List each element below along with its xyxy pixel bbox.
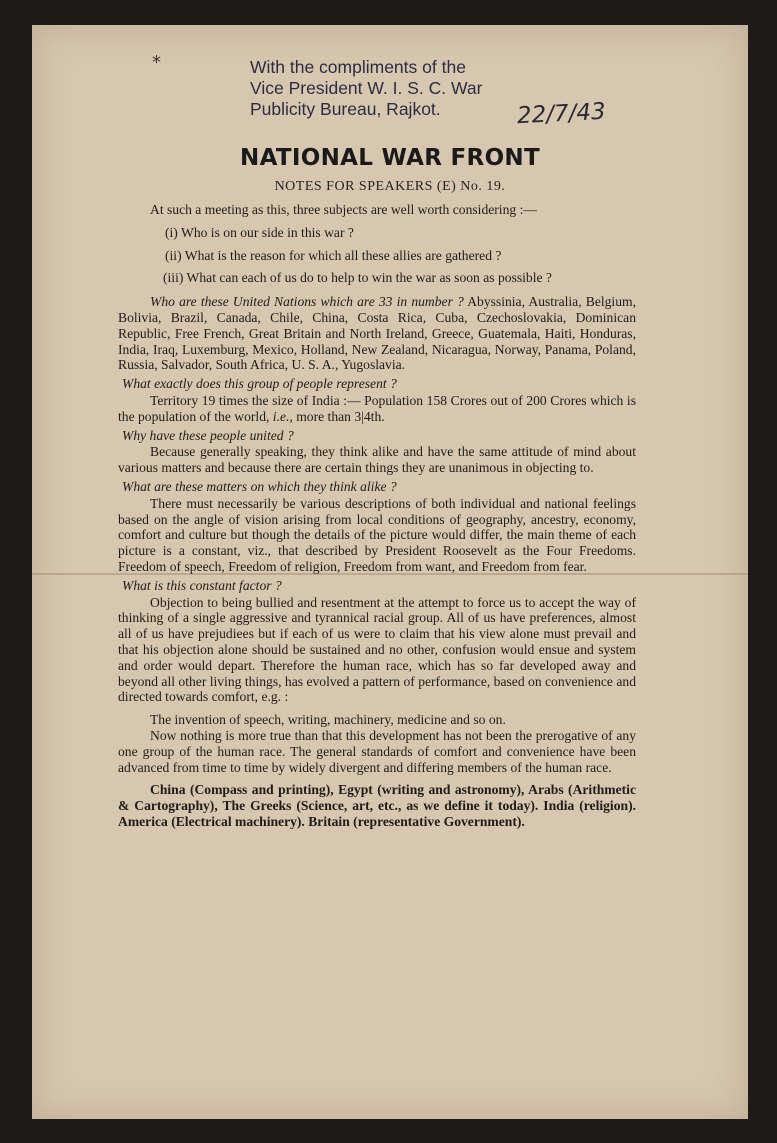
paragraph-invention: The invention of speech, writing, machinery, medicine and so on. xyxy=(150,712,506,728)
document-subtitle: NOTES FOR SPEAKERS (E) No. 19. xyxy=(274,179,506,194)
stamp-line-2: Vice President W. I. S. C. War xyxy=(250,78,483,98)
section-heading: What is this constant factor ? xyxy=(122,577,282,593)
question-3: (iii) What can each of us do to help to win the war as soon as possible ? xyxy=(163,270,552,286)
question-2: (ii) What is the reason for which all these allies are gathered ? xyxy=(165,247,502,263)
section-heading: What exactly does this group of people represent ? xyxy=(122,376,397,392)
handwritten-date: 22/7/43 xyxy=(516,98,607,130)
question-1: (i) Who is on our side in this war ? xyxy=(165,224,354,240)
paragraph-prerogative: Now nothing is more true than that this development has not been the prerogative of any one group of the human race. The general standards of comfort and convenience have been advanced from time to time by widely divergent and differing members of the human race. xyxy=(118,727,636,775)
corner-mark: * xyxy=(152,52,161,73)
section-heading: Who are these United Nations which are 33 in number ? xyxy=(150,294,464,310)
section-text: There must necessarily be various descriptions of both individual and national feelings based on the angle of vision arising from local conditions of geography, ancestry, economy, comfort and culture but though the details of the picture would differ, the main theme of each picture is a constant, viz., that described by President Roosevelt as the Four Freedoms. Freedom of speech, Freedom of religion, Freedom from want, and Freedom from fear. xyxy=(118,495,636,574)
compliments-stamp xyxy=(250,57,482,120)
text-run: more than 3|4th. xyxy=(296,408,385,424)
stamp-line-1: With the compliments of the xyxy=(250,57,466,77)
section-text: Objection to being bullied and resentment at the attempt to force us to accept the way of thinking of a single aggressive and tyrannical racial group. All of us have preferences, almost all of us have prejudiees but if each of us were to claim that his view alone must prevail and that his objection alone should be sustained and no other, confusion would ensue and system and order would depart. Therefore the human race, which has so far developed away and beyond all other living things, has evolved a pattern of performance, based on convenience and directed towards comfort, e.g. : xyxy=(118,594,636,705)
section-text xyxy=(118,393,636,425)
document-body xyxy=(118,202,636,830)
text-run: Territory 19 times the size of India :— Population 158 Crores out of 200 Crores which is the population of the world, xyxy=(118,392,636,424)
document-page xyxy=(32,25,748,1119)
section-text: Because generally speaking, they think alike and have the same attitude of mind about various matters and because there are certain things they are unanimous in objecting to. xyxy=(118,444,636,476)
document-title: NATIONAL WAR FRONT xyxy=(240,145,540,171)
section-heading: What are these matters on which they think alike ? xyxy=(122,478,397,494)
intro-paragraph: At such a meeting as this, three subjects are well worth considering :— xyxy=(150,202,537,217)
section-united-nations xyxy=(118,294,636,373)
section-text: Abyssinia, Australia, Belgium, Bolivia, Brazil, Canada, Chile, China, Costa Rica, Cuba, Czechoslovakia, Dominican Republic, Free French, Great Britain and North Ireland, Greece, Guatemala, Haiti, Honduras, India, Iraq, Luxemburg, Mexico, Holland, New Zealand, Nicaragua, Norway, Panama, Poland, Russia, Salvador, South Africa, U. S. A., Yugoslavia. xyxy=(118,294,636,373)
stamp-line-3: Publicity Bureau, Rajkot. xyxy=(250,99,441,119)
section-heading: Why have these people united ? xyxy=(122,427,294,443)
text-run-italic: i.e., xyxy=(272,408,293,424)
paragraph-contributions: China (Compass and printing), Egypt (writing and astronomy), Arabs (Arithmetic & Cartography), The Greeks (Science, art, etc., as we define it today). India (religion). America (Electrical machinery). Britain (representative Government). xyxy=(118,782,636,829)
